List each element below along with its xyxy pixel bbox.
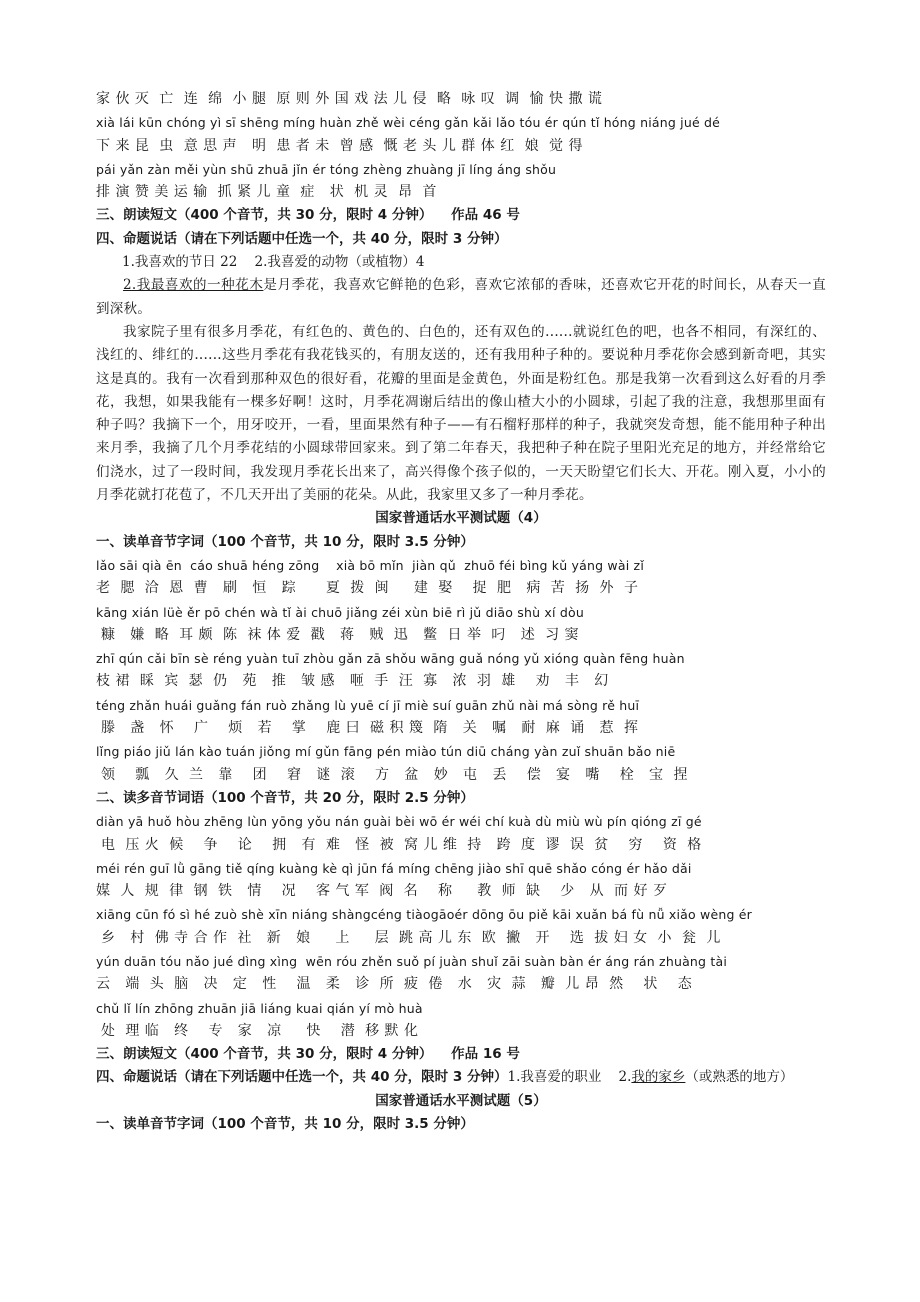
pinyin-row: pái yǎn zàn měi yùn shū zhuā jǐn ér tóng zhèng zhuàng jī líng áng shǒu xyxy=(96,161,557,177)
section-label: 三、朗读短文（400 个音节，共 30 分，限时 4 分钟） xyxy=(96,1046,433,1063)
hanzi-row: 乡 村 佛 寺 合 作 社 新 娘 上 层 跳 高 儿 东 欧 撇 开 选 拔 妇 女 小 瓮 儿 xyxy=(96,929,721,946)
section-heading-single-syllable: 一、读单音节字词（100 个音节，共 10 分，限时 3.5 分钟） xyxy=(96,533,474,550)
hanzi-row: 糠 嫌 略 耳 颇 陈 袜 体 爱 戳 蒋 贼 迅 鳖 日 举 叼 述 习 窦 xyxy=(96,626,580,643)
work-number: 作品 16 号 xyxy=(451,1046,520,1063)
essay-text: 是月季花，我喜欢它鲜艳的色彩，喜欢它浓郁的香味，还喜欢它开花的时间长，从春天一直到深秋。 xyxy=(96,277,827,317)
section-label: 三、朗读短文（400 个音节，共 30 分，限时 4 分钟） xyxy=(96,207,433,224)
essay-paragraph-2: 我家院子里有很多月季花，有红色的、黄色的、白色的，还有双色的......就说红色的吧，也各不相同，有深红的、浅红的、绯红的......这些月季花有我花钱买的，有朋友送的，还有我用种子种的。要说种月季花你会感到新奇吧，其实这是真的。我有一次看到那种双色的很好看，花瓣的里面是金黄色，外面是粉红色。那是我第一次看到这么好看的月季花，我想，如果我能有一棵多好啊！这时，月季花凋谢后结出的像山楂大小的小圆球，引起了我的注意，我想那里面有种子吗？我摘下一个，用牙咬开，一看，里面果然有种子——有石榴籽那样的种子，我就突发奇想，能不能用种子种出来月季，我摘了几个月季花结的小圆球带回家来。到了第二年春天，我把种子种在院子里阳光充足的地方，并经常给它们浇水，过了一段时间，我发现月季花长出来了，高兴得像个孩子似的，一天天盼望它们长大、开花。刚入夏，小小的月季花就打花苞了，不几天开出了美丽的花朵。从此，我家里又多了一种月季花。 xyxy=(96,323,826,504)
pinyin-row: méi rén guī lǜ gāng tiě qíng kuàng kè qì jūn fá míng chēng jiào shī quē shǎo cóng ér hǎo dǎi xyxy=(96,860,692,876)
topic-text: 1.我喜爱的职业 2. xyxy=(507,1069,632,1086)
pinyin-row: lǐng piáo jiǔ lán kào tuán jiǒng mí gǔn fāng pén miào tún diū cháng yàn zuǐ shuān bǎo niē xyxy=(96,744,676,760)
section-heading-single-syllable: 一、读单音节字词（100 个音节，共 10 分，限时 3.5 分钟） xyxy=(96,1116,474,1133)
pinyin-row: xiāng cūn fó sì hé zuò shè xīn niáng shàngcéng tiàogāoér dōng ōu piě kāi xuǎn bá fù nǚ xiǎo wèng ér xyxy=(96,907,752,923)
pinyin-row: chǔ lǐ lín zhōng zhuān jiā liáng kuai qián yí mò huà xyxy=(96,1000,423,1016)
section-heading-speaking xyxy=(96,1066,826,1089)
pinyin-row: téng zhǎn huái guǎng fán ruò zhǎng lù yuē cí jī miè suí guān zhǔ nài má sòng rě huī xyxy=(96,697,640,713)
document-page xyxy=(96,88,826,1136)
essay-paragraph-1 xyxy=(96,274,826,321)
pinyin-row: xià lái kūn chóng yì sī shēng míng huàn zhě wèi céng gǎn kǎi lǎo tóu ér qún tǐ hóng niáng jué dé xyxy=(96,115,721,131)
topic-list: 1.我喜欢的节日 22 2.我喜爱的动物（或植物）4 xyxy=(122,254,425,271)
essay-topic-underlined: 2.我最喜欢的一种花木 xyxy=(123,277,264,294)
hanzi-row: 领 瓢 久 兰 靠 团 窘 谜 滚 方 盆 妙 屯 丢 偿 宴 嘴 栓 宝 捏 xyxy=(96,766,688,783)
hanzi-row: 家 伙 灭 亡 连 绵 小 腿 原 则 外 国 戏 法 儿 侵 略 咏 叹 调 愉 快 撒 谎 xyxy=(96,91,603,107)
hanzi-row: 媒 人 规 律 钢 铁 情 况 客 气 军 阀 名 称 教 师 缺 少 从 而 好 歹 xyxy=(96,883,668,900)
hanzi-row: 下 来 昆 虫 意 思 声 明 患 者 未 曾 感 慨 老 头 儿 群 体 红 娘 觉 得 xyxy=(96,137,583,154)
test-title: 国家普通话水平测试题（5） xyxy=(375,1092,547,1109)
hanzi-row: 老 腮 洽 恩 曹 刷 恒 踪 夏 拨 闽 建 娶 捉 肥 病 苦 扬 外 子 xyxy=(96,580,639,597)
section-label: 四、命题说话（请在下列话题中任选一个，共 40 分，限时 3 分钟） xyxy=(96,1069,508,1086)
hanzi-row: 云 端 头 脑 决 定 性 温 柔 诊 所 疲 倦 水 灾 蒜 瓣 儿 昂 然 状 态 xyxy=(96,976,693,993)
hanzi-row: 枝 裙 睬 宾 瑟 仍 苑 推 皱 感 咂 手 汪 寡 浓 羽 雄 劝 丰 幻 xyxy=(96,673,609,690)
pinyin-row: zhī qún cǎi bīn sè réng yuàn tuī zhòu gǎn zā shǒu wāng guǎ nóng yǔ xióng quàn fēng huàn xyxy=(96,651,685,667)
hanzi-row: 电 压 火 候 争 论 拥 有 难 怪 被 窝 儿 维 持 跨 度 谬 误 贫 穷 资 格 xyxy=(96,836,702,853)
test-title: 国家普通话水平测试题（4） xyxy=(375,510,547,527)
topic-text: （或熟悉的地方） xyxy=(685,1069,794,1086)
pinyin-row: lǎo sāi qià ēn cáo shuā héng zōng xià bō mǐn jiàn qǔ zhuō féi bìng kǔ yáng wài zǐ xyxy=(96,557,644,573)
section-heading-reading xyxy=(96,1043,826,1066)
hanzi-row: 处 理 临 终 专 家 凉 快 潜 移 默 化 xyxy=(96,1022,419,1039)
work-number: 作品 46 号 xyxy=(451,207,520,224)
pinyin-row: yún duān tóu nǎo jué dìng xìng wēn róu zhěn suǒ pí juàn shuǐ zāi suàn bàn ér áng rán zhuàng tài xyxy=(96,953,727,969)
hanzi-row: 排 演 赞 美 运 输 抓 紧 儿 童 症 状 机 灵 昂 首 xyxy=(96,184,437,201)
section-heading-speaking: 四、命题说话（请在下列话题中任选一个，共 40 分，限时 3 分钟） xyxy=(96,230,508,247)
section-heading-reading xyxy=(96,204,826,227)
pinyin-row: kāng xián lüè ěr pō chén wà tǐ ài chuō jiǎng zéi xùn biē rì jǔ diāo shù xí dòu xyxy=(96,604,584,620)
hanzi-row: 滕 盏 怀 广 烦 若 掌 鹿 曰 磁 积 篾 隋 关 嘱 耐 麻 诵 惹 挥 xyxy=(96,720,639,737)
pinyin-row: diàn yā huǒ hòu zhēng lùn yōng yǒu nán guài bèi wō ér wéi chí kuà dù miù wù pín qióng zī gé xyxy=(96,814,702,830)
section-heading-multi-syllable: 二、读多音节词语（100 个音节，共 20 分，限时 2.5 分钟） xyxy=(96,789,474,806)
topic-underlined: 我的家乡 xyxy=(631,1069,686,1086)
